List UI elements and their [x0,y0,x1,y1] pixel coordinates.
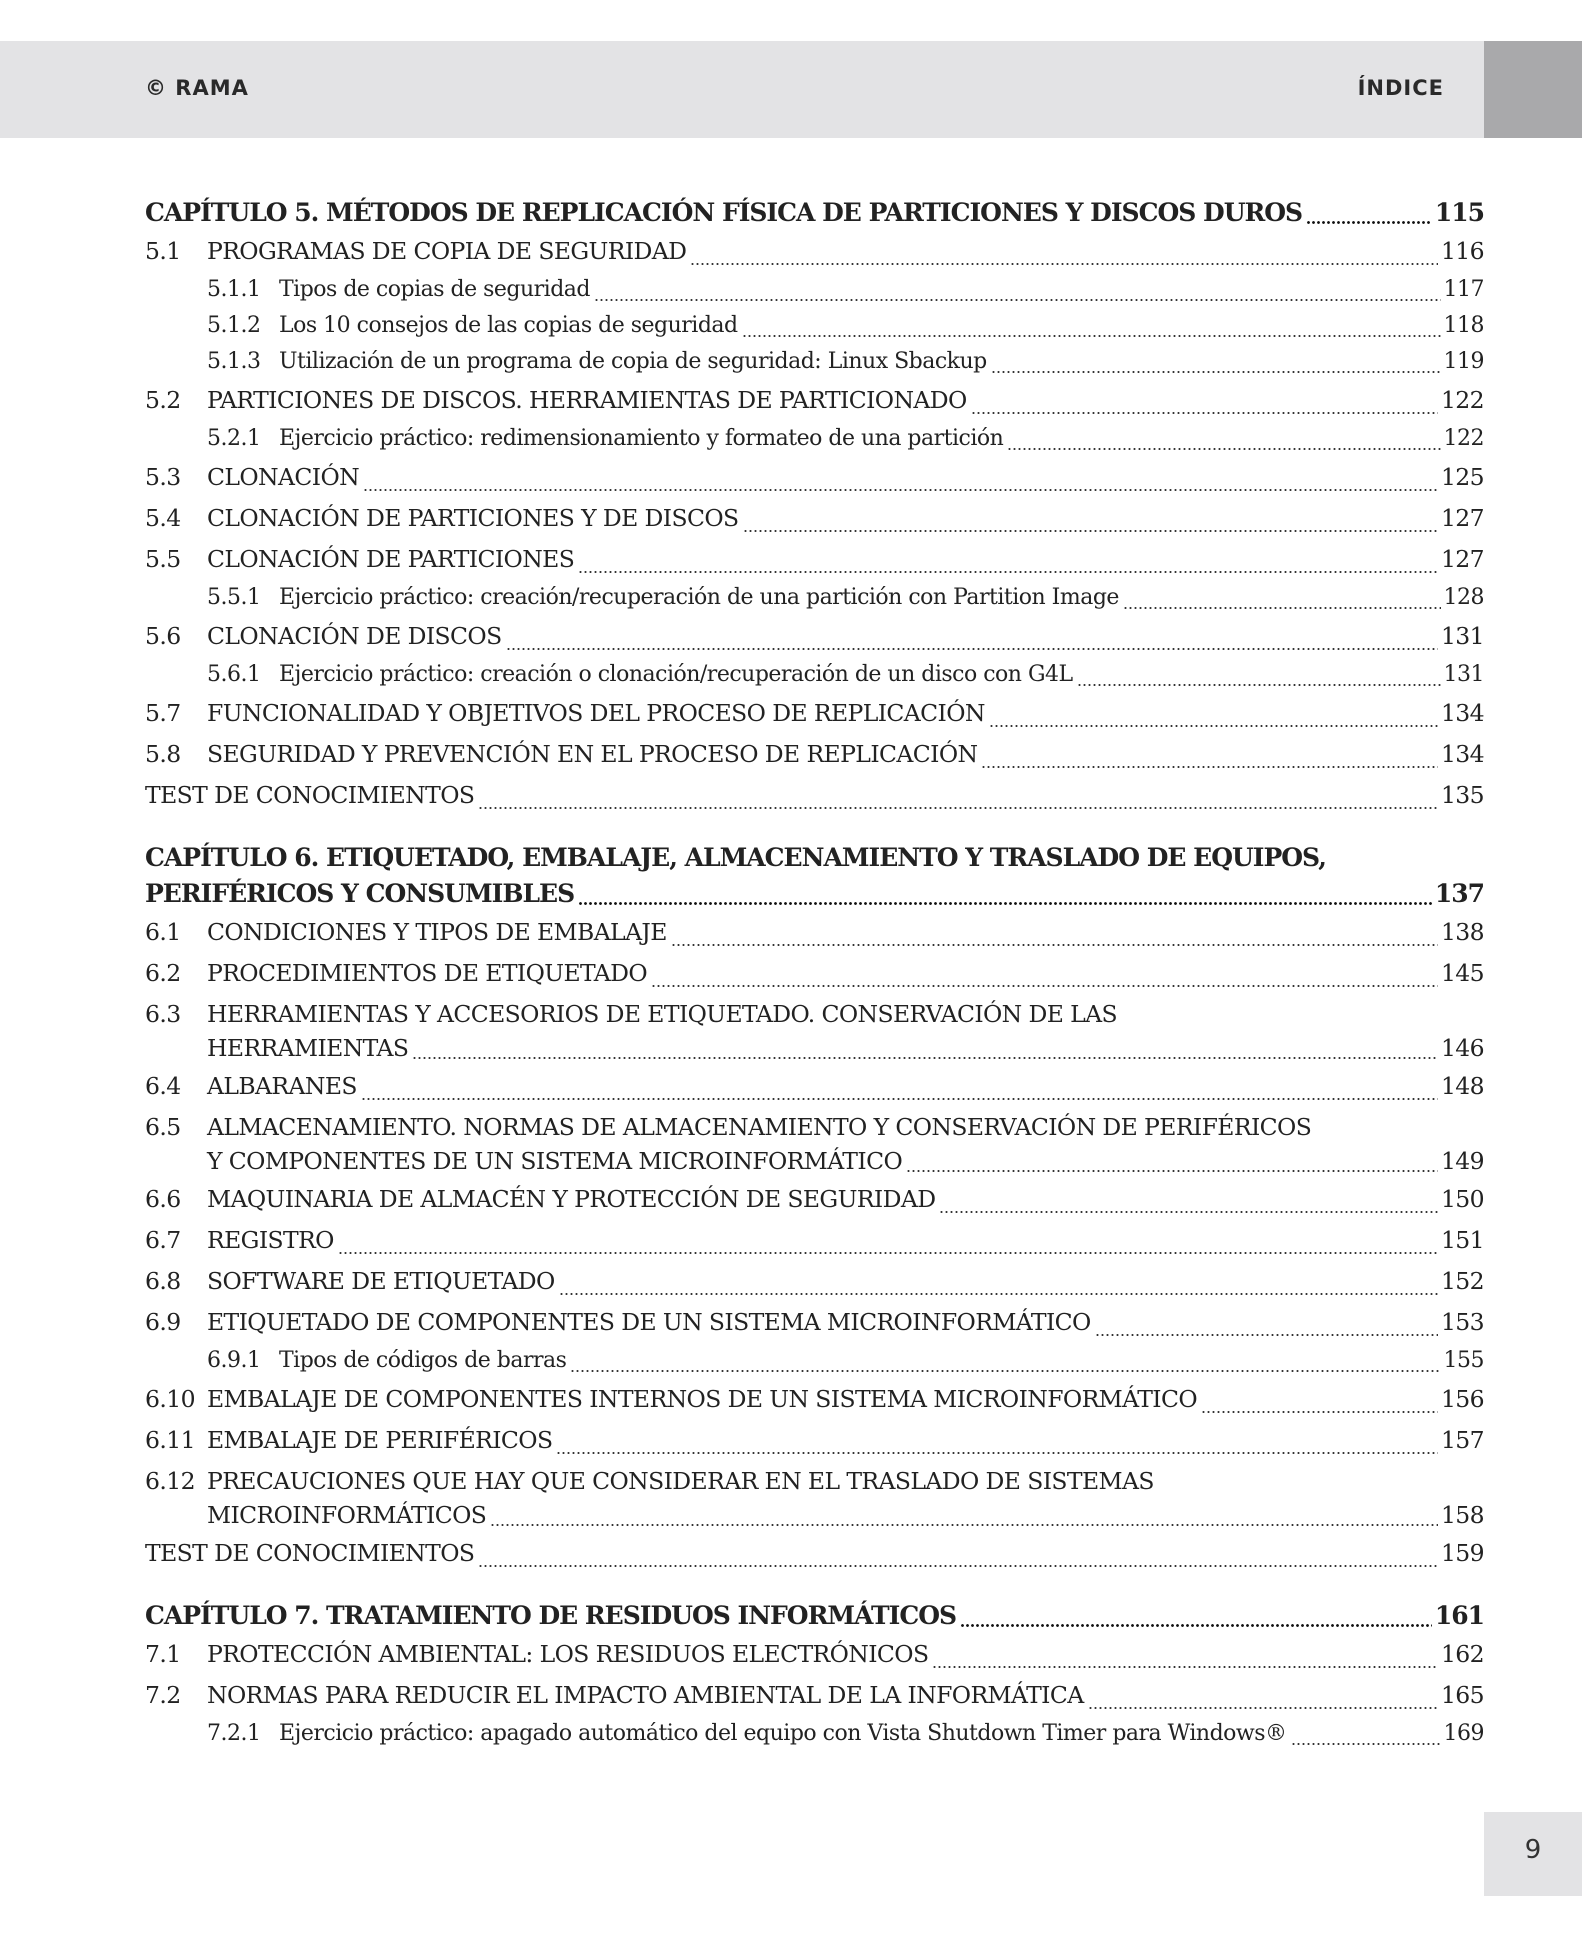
entry-title-cont: MICROINFORMÁTICOS [207,1501,487,1529]
toc-entry[interactable] [145,344,1484,380]
entry-number: 6.11 [145,1426,195,1454]
entry-title: Tipos de códigos de barras [279,1348,567,1373]
toc-entry[interactable] [145,308,1484,344]
toc-entry[interactable] [145,1179,1484,1220]
entry-number: 6.1 [145,918,181,946]
entry-page: 152 [1440,1267,1484,1295]
chapter-title-cont: PERIFÉRICOS Y CONSUMIBLES [145,879,575,908]
entry-page: 158 [1440,1501,1484,1529]
entry-number: 5.2 [145,386,181,414]
entry-title: SEGURIDAD Y PREVENCIÓN EN EL PROCESO DE REPLICACIÓN [207,740,978,768]
entry-number: 6.5 [145,1113,181,1141]
entry-title: PROGRAMAS DE COPIA DE SEGURIDAD [207,237,687,265]
entry-number: 5.2.1 [207,426,261,451]
toc-entry[interactable] [145,539,1484,580]
entry-page: 153 [1440,1308,1484,1336]
entry-title: CLONACIÓN DE PARTICIONES [207,545,575,573]
chapter-entry[interactable] [145,195,1484,231]
entry-page: 118 [1443,313,1484,338]
entry-title: PROCEDIMIENTOS DE ETIQUETADO [207,959,648,987]
entry-number: 6.9 [145,1308,181,1336]
entry-number: 6.3 [145,1000,181,1028]
dot-leader [478,806,1438,810]
entry-page: 155 [1443,1348,1484,1373]
entry-title: PROTECCIÓN AMBIENTAL: LOS RESIDUOS ELECTRÓNICOS [207,1640,929,1668]
entry-number: 7.2 [145,1681,181,1709]
chapter-entry[interactable] [145,1598,1484,1634]
dot-leader [1088,1706,1438,1710]
entry-title: PARTICIONES DE DISCOS. HERRAMIENTAS DE PARTICIONADO [207,386,967,414]
entry-title: Ejercicio práctico: redimensionamiento y formateo de una partición [279,426,1004,451]
entry-page: 116 [1440,237,1484,265]
entry-page: 127 [1440,545,1484,573]
dot-leader [651,984,1438,988]
dot-leader [971,411,1438,415]
entry-number: 5.6 [145,622,181,650]
entry-title: EMBALAJE DE COMPONENTES INTERNOS DE UN SISTEMA MICROINFORMÁTICO [207,1385,1198,1413]
toc-entry[interactable] [145,657,1484,693]
entry-number: 6.2 [145,959,181,987]
dot-leader [1123,606,1441,610]
chapter-entry[interactable] [145,876,1484,912]
toc-entry[interactable] [145,693,1484,734]
entry-title: MAQUINARIA DE ALMACÉN Y PROTECCIÓN DE SEGURIDAD [207,1185,936,1213]
entry-page: 134 [1440,740,1484,768]
toc-entry[interactable] [145,1302,1484,1343]
toc-entry[interactable] [145,457,1484,498]
entry-page: 150 [1440,1185,1484,1213]
entry-number: 6.8 [145,1267,181,1295]
entry-title: PRECAUCIONES QUE HAY QUE CONSIDERAR EN EL TRASLADO DE SISTEMAS [207,1467,1154,1495]
dot-leader [743,529,1438,533]
entry-title-cont: HERRAMIENTAS [207,1034,409,1062]
toc-entry[interactable] [145,1343,1484,1379]
entry-page: 151 [1440,1226,1484,1254]
entry-title: CLONACIÓN DE DISCOS [207,622,502,650]
dot-leader [989,724,1438,728]
toc-entry[interactable] [145,1420,1484,1461]
entry-page: 131 [1443,662,1484,687]
entry-page: 162 [1440,1640,1484,1668]
chapter-block [145,1598,1484,1752]
entry-page: 145 [1440,959,1484,987]
header-tab [1484,41,1582,138]
entry-title: CLONACIÓN [207,463,360,491]
dot-leader [412,1056,1438,1060]
toc-entry[interactable] [145,421,1484,457]
toc-entry[interactable] [145,1716,1484,1752]
toc-entry[interactable] [145,616,1484,657]
dot-leader [490,1523,1438,1527]
dot-leader [338,1251,1438,1255]
entry-title: TEST DE CONOCIMIENTOS [145,781,475,809]
entry-title: CLONACIÓN DE PARTICIONES Y DE DISCOS [207,504,739,532]
entry-page: 149 [1440,1147,1484,1175]
toc-entry-cont[interactable] [145,1030,1484,1066]
table-of-contents [145,195,1484,1776]
entry-title: TEST DE CONOCIMIENTOS [145,1539,475,1567]
entry-page: 148 [1440,1072,1484,1100]
chapter-block [145,840,1484,1574]
entry-page: 134 [1440,699,1484,727]
dot-leader [991,370,1441,374]
entry-number: 5.5 [145,545,181,573]
entry-page: 119 [1443,349,1484,374]
toc-entry[interactable] [145,1379,1484,1420]
toc-entry[interactable] [145,1066,1484,1107]
toc-entry-cont[interactable] [145,1143,1484,1179]
entry-title: Tipos de copias de seguridad [279,277,590,302]
entry-page: 138 [1440,918,1484,946]
entry-page: 156 [1440,1385,1484,1413]
dot-leader [478,1564,1438,1568]
entry-title: REGISTRO [207,1226,334,1254]
dot-leader [932,1665,1437,1669]
entry-title: ALMACENAMIENTO. NORMAS DE ALMACENAMIENTO Y CONSERVACIÓN DE PERIFÉRICOS [207,1113,1312,1141]
dot-leader [361,1097,1438,1101]
toc-entry[interactable] [145,953,1484,994]
entry-page: 122 [1443,426,1484,451]
dot-leader [1095,1333,1438,1337]
dot-leader [690,262,1438,266]
chapter-title: CAPÍTULO 5. MÉTODOS DE REPLICACIÓN FÍSICA DE PARTICIONES Y DISCOS DUROS [145,198,1303,227]
section-label: ÍNDICE [1357,76,1444,100]
toc-entry[interactable] [145,912,1484,953]
toc-entry[interactable] [145,734,1484,775]
entry-title: ALBARANES [207,1072,357,1100]
entry-page: 159 [1440,1539,1484,1567]
chapter-page: 161 [1434,1601,1484,1630]
entry-page: 169 [1443,1721,1484,1746]
chapter-page: 137 [1434,879,1484,908]
toc-entry[interactable] [145,272,1484,308]
entry-number: 5.1.3 [207,349,261,374]
test-entry[interactable] [145,1533,1484,1574]
publisher-label: © RAMA [145,76,249,100]
dot-leader [671,943,1438,947]
entry-number: 6.6 [145,1185,181,1213]
entry-title: NORMAS PARA REDUCIR EL IMPACTO AMBIENTAL DE LA INFORMÁTICA [207,1681,1084,1709]
entry-number: 6.10 [145,1385,195,1413]
chapter-title: CAPÍTULO 7. TRATAMIENTO DE RESIDUOS INFORMÁTICOS [145,1601,957,1630]
entry-title: Ejercicio práctico: creación/recuperación de una partición con Partition Image [279,585,1119,610]
entry-title: HERRAMIENTAS Y ACCESORIOS DE ETIQUETADO. CONSERVACIÓN DE LAS [207,1000,1118,1028]
dot-leader [506,647,1438,651]
entry-page: 122 [1440,386,1484,414]
dot-leader [1201,1410,1438,1414]
entry-title-cont: Y COMPONENTES DE UN SISTEMA MICROINFORMÁTICO [207,1147,903,1175]
dot-leader [742,334,1441,338]
toc-entry[interactable] [145,580,1484,616]
entry-number: 5.1 [145,237,181,265]
entry-page: 128 [1443,585,1484,610]
entry-title: FUNCIONALIDAD Y OBJETIVOS DEL PROCESO DE REPLICACIÓN [207,699,985,727]
entry-title: EMBALAJE DE PERIFÉRICOS [207,1426,553,1454]
entry-title: Ejercicio práctico: creación o clonación/recuperación de un disco con G4L [279,662,1073,687]
toc-entry[interactable] [145,994,1484,1030]
test-entry[interactable] [145,775,1484,816]
entry-title: CONDICIONES Y TIPOS DE EMBALAJE [207,918,667,946]
dot-leader [1007,447,1440,451]
toc-entry-cont[interactable] [145,1497,1484,1533]
toc-entry[interactable] [145,1675,1484,1716]
entry-number: 5.1.1 [207,277,261,302]
toc-entry[interactable] [145,231,1484,272]
toc-entry[interactable] [145,1461,1484,1497]
entry-number: 5.7 [145,699,181,727]
entry-number: 5.1.2 [207,313,261,338]
page-number: 9 [1524,1835,1542,1865]
toc-entry[interactable] [145,380,1484,421]
entry-number: 5.4 [145,504,181,532]
dot-leader [556,1451,1437,1455]
entry-page: 131 [1440,622,1484,650]
entry-title: Utilización de un programa de copia de seguridad: Linux Sbackup [279,349,987,374]
toc-entry[interactable] [145,1261,1484,1302]
entry-number: 6.12 [145,1467,195,1495]
entry-number: 5.5.1 [207,585,261,610]
entry-page: 125 [1440,463,1484,491]
entry-number: 5.6.1 [207,662,261,687]
dot-leader [1306,220,1432,225]
entry-page: 157 [1440,1426,1484,1454]
entry-number: 6.7 [145,1226,181,1254]
toc-entry[interactable] [145,1634,1484,1675]
entry-number: 6.4 [145,1072,181,1100]
dot-leader [559,1292,1438,1296]
entry-page: 117 [1443,277,1484,302]
toc-entry[interactable] [145,1220,1484,1261]
entry-number: 5.8 [145,740,181,768]
entry-page: 135 [1440,781,1484,809]
toc-entry[interactable] [145,1107,1484,1143]
dot-leader [939,1210,1438,1214]
dot-leader [570,1369,1440,1373]
dot-leader [578,901,1432,906]
chapter-title[interactable]: CAPÍTULO 6. ETIQUETADO, EMBALAJE, ALMACENAMIENTO Y TRASLADO DE EQUIPOS, [145,843,1326,872]
entry-title: Los 10 consejos de las copias de seguridad [279,313,738,338]
dot-leader [906,1169,1438,1173]
dot-leader [594,298,1441,302]
dot-leader [363,488,1438,492]
dot-leader [981,765,1437,769]
entry-title: ETIQUETADO DE COMPONENTES DE UN SISTEMA MICROINFORMÁTICO [207,1308,1091,1336]
entry-page: 146 [1440,1034,1484,1062]
entry-number: 7.1 [145,1640,181,1668]
toc-entry[interactable] [145,498,1484,539]
chapter-page: 115 [1434,198,1484,227]
entry-title: Ejercicio práctico: apagado automático del equipo con Vista Shutdown Timer para Windows® [279,1721,1287,1746]
entry-number: 6.9.1 [207,1348,261,1373]
dot-leader [1077,683,1441,687]
chapter-block [145,195,1484,816]
dot-leader [960,1623,1432,1628]
entry-page: 165 [1440,1681,1484,1709]
dot-leader [1291,1742,1441,1746]
dot-leader [578,570,1438,574]
entry-page: 127 [1440,504,1484,532]
entry-number: 5.3 [145,463,181,491]
entry-title: SOFTWARE DE ETIQUETADO [207,1267,555,1295]
entry-number: 7.2.1 [207,1721,261,1746]
